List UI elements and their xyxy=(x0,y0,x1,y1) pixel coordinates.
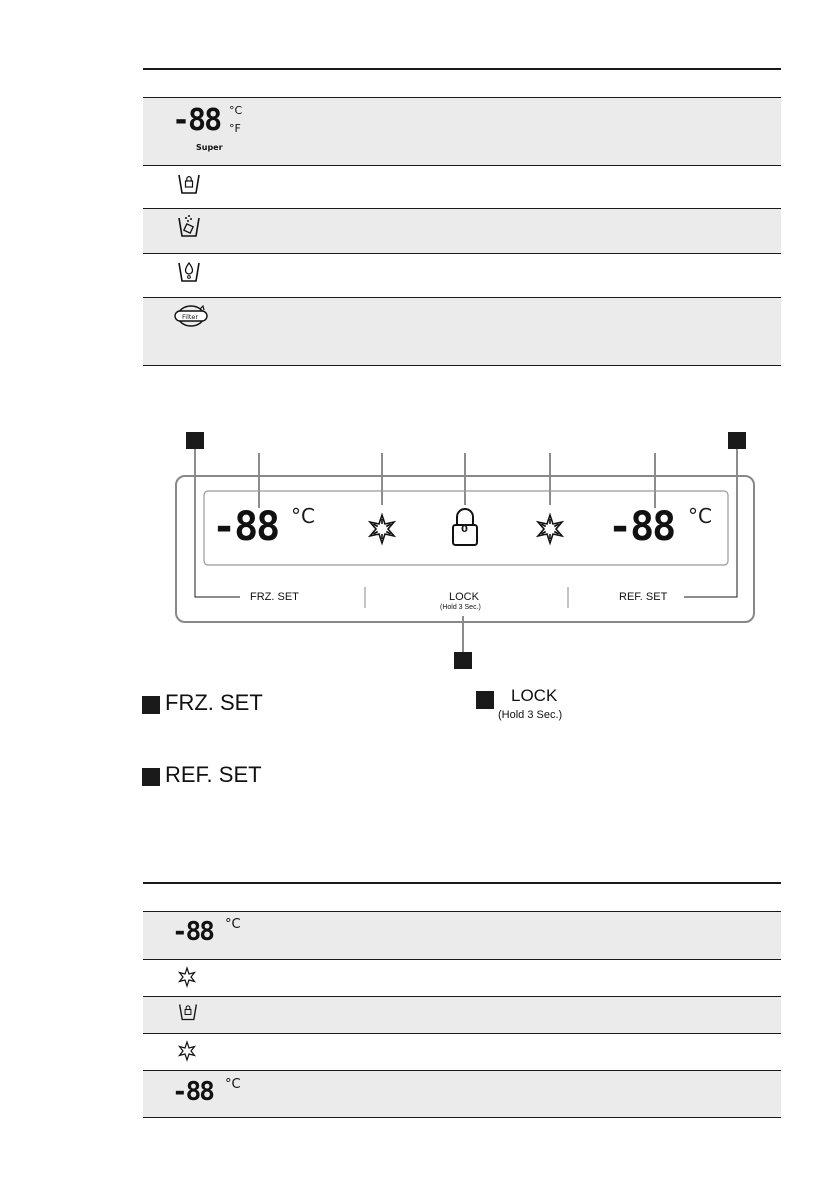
temperature-display: -88 xyxy=(172,103,221,138)
fridge-temperature-display: -88 xyxy=(172,1077,213,1107)
table-row-divider xyxy=(143,365,781,366)
table-row-shade xyxy=(143,997,781,1033)
table-row-shade xyxy=(143,298,781,365)
table-header-rule xyxy=(143,68,781,70)
celsius-unit: °C xyxy=(225,917,241,932)
ref-set-button[interactable]: REF. SET xyxy=(619,591,668,603)
freezer-temperature-display: -88 xyxy=(172,917,213,947)
table-row-divider xyxy=(143,297,781,298)
callout-marker-lock xyxy=(454,652,472,669)
freezer-snowflake-icon xyxy=(370,515,394,543)
freezer-celsius-unit: °C xyxy=(291,504,315,528)
filter-text: Filter xyxy=(182,313,199,321)
table-row-divider xyxy=(143,165,781,166)
fridge-snowflake-icon xyxy=(538,515,562,543)
celsius-unit: °C xyxy=(225,1077,241,1092)
table-row-divider xyxy=(143,996,781,997)
ice-cubes-icon xyxy=(177,214,201,240)
table-row-shade xyxy=(143,209,781,253)
celsius-unit: °C xyxy=(229,104,243,117)
table-row-divider xyxy=(143,1033,781,1034)
control-panel-diagram xyxy=(0,420,840,680)
legend-lock-hold: (Hold 3 Sec.) xyxy=(498,709,563,721)
frz-set-button[interactable]: FRZ. SET xyxy=(250,591,299,603)
lock-icon xyxy=(178,1001,198,1023)
table-header-rule xyxy=(143,882,781,884)
fridge-celsius-unit: °C xyxy=(688,504,712,528)
lock-hold-hint: (Hold 3 Sec.) xyxy=(440,604,481,611)
fridge-temperature-display: -88 xyxy=(608,504,675,550)
filter-icon xyxy=(172,304,210,328)
callout-marker-frz-set xyxy=(186,432,204,449)
fahrenheit-unit: °F xyxy=(229,122,241,135)
dispenser-lock-icon xyxy=(177,171,201,197)
freezer-temperature-display: -88 xyxy=(212,504,279,550)
table-row-divider xyxy=(143,253,781,254)
table-row-divider xyxy=(143,1070,781,1071)
legend-marker-lock xyxy=(476,691,494,709)
lock-digit: 0 xyxy=(461,524,468,535)
table-row-divider xyxy=(143,208,781,209)
super-label: Super xyxy=(196,143,223,152)
legend-lock-label: LOCK xyxy=(511,686,558,705)
legend-frz-set-label: FRZ. SET xyxy=(165,690,263,715)
snowflake-icon xyxy=(176,1040,198,1062)
lock-button[interactable]: LOCK xyxy=(449,591,479,603)
legend-marker-frz-set xyxy=(142,696,160,714)
water-drop-icon xyxy=(177,259,201,285)
table-row-divider xyxy=(143,911,781,912)
table-row-divider xyxy=(143,959,781,960)
callout-marker-ref-set xyxy=(728,432,746,449)
legend-marker-ref-set xyxy=(142,768,160,786)
table-row-divider xyxy=(143,97,781,98)
legend-ref-set-label: REF. SET xyxy=(165,762,262,787)
snowflake-icon xyxy=(176,966,198,988)
table-row-divider xyxy=(143,1117,781,1118)
